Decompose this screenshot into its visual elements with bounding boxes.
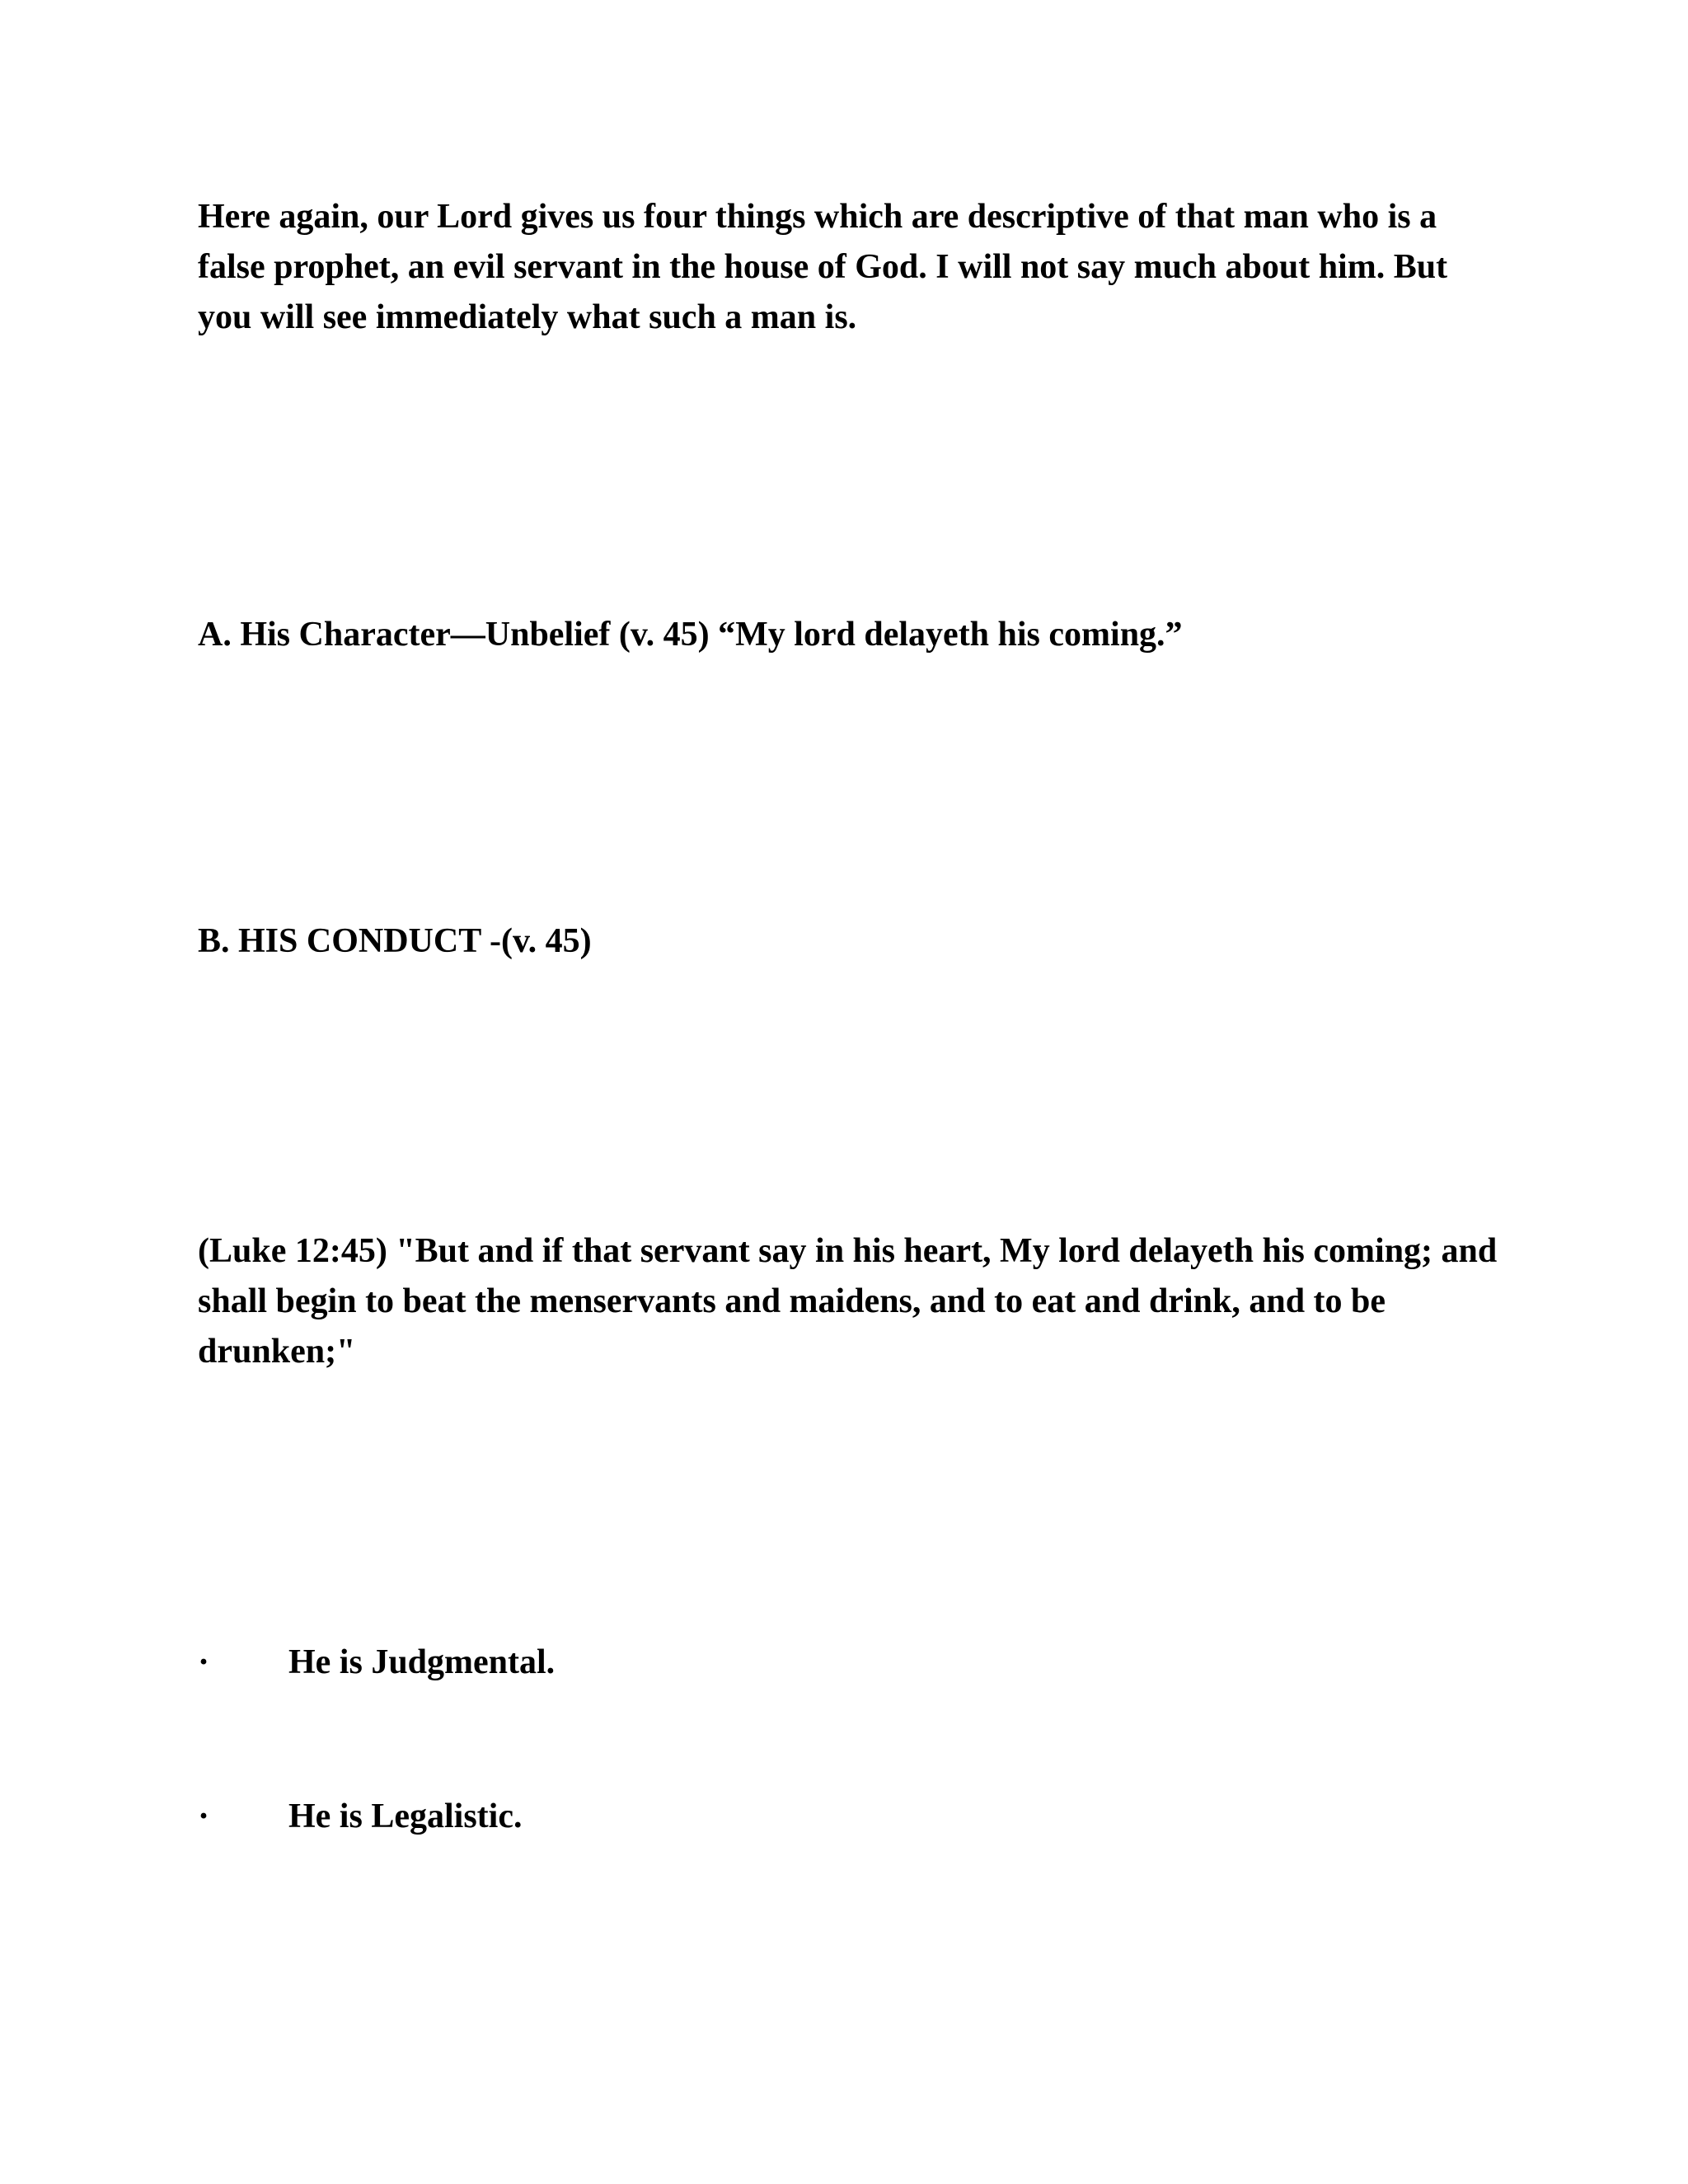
bullet-text: He is Legalistic. — [288, 1797, 523, 1835]
scripture-quote: (Luke 12:45) "But and if that servant say in his heart, My lord delayeth his coming; and shall begin to beat the menservants and maidens, and to eat and drink, and to be drunken;" — [198, 1232, 1498, 1371]
intro-paragraph: Here again, our Lord gives us four things which are descriptive of that man who is a false prophet, an evil servant in the house of God. I will not say much about him. But you will see immediately what such a man is. — [198, 198, 1448, 336]
section-b-heading: B. HIS CONDUCT -(v. 45) — [198, 922, 592, 960]
bullet-dot-icon: · — [198, 1797, 210, 1835]
bullet-item-judgmental — [198, 1638, 555, 1688]
bullet-text: He is Judgmental. — [288, 1643, 556, 1681]
bullet-dot-icon: · — [198, 1643, 210, 1681]
bullet-item-legalistic — [198, 1792, 522, 1842]
section-a-heading: A. His Character—Unbelief (v. 45) “My lord delayeth his coming.” — [198, 616, 1183, 654]
